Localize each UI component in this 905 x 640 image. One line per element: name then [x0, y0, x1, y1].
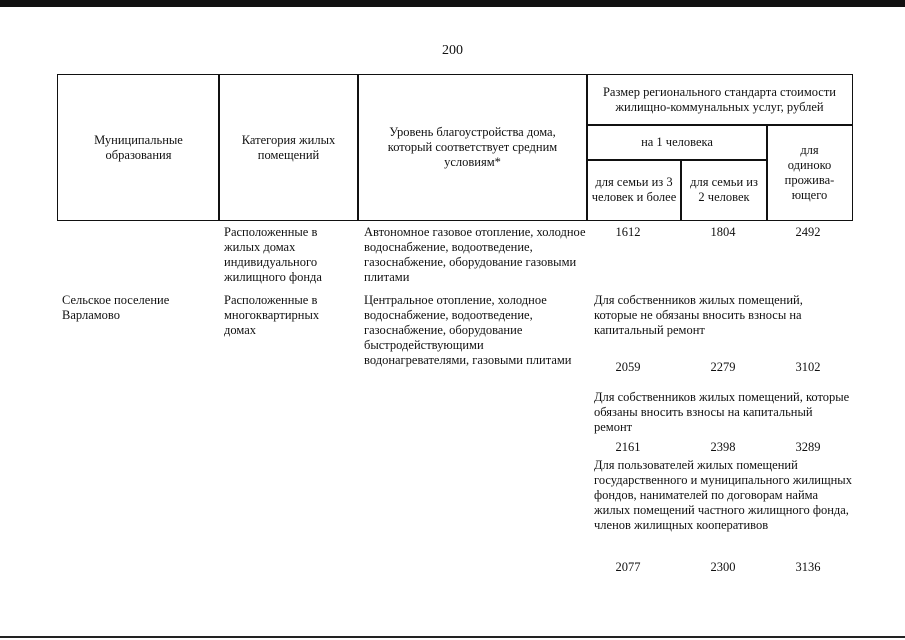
header-category-text: Категория жилых помещений [241, 132, 336, 162]
group3-value-family3: 2077 [615, 560, 641, 574]
header-cell-municipalities [57, 74, 220, 221]
row2-level: Центральное отопление, холодное водоснабжение, водоотведение, газоснабжение, оборудование быстродействующими водонагревателями, газовыми плитами [364, 293, 572, 367]
page-number: 200 [442, 43, 463, 58]
group1-value-family2: 2279 [710, 360, 736, 374]
row1-level: Автономное газовое отопление, холодное водоснабжение, водоотведение, газоснабжение, оборудование газовыми плитами [364, 225, 586, 284]
header-cell-family2 [680, 159, 768, 221]
header-cell-category [218, 74, 359, 221]
group2-value-single: 3289 [795, 440, 821, 454]
header-standard-text: Размер регионального стандарта стоимости жилищно-коммунальных услуг, рублей [602, 85, 836, 114]
group2-label: Для собственников жилых помещений, которые обязаны вносить взносы на капитальный ремонт [594, 390, 850, 434]
group1-label: Для собственников жилых помещений, которые не обязаны вносить взносы на капитальный ремонт [594, 293, 803, 337]
header-per-person-text: на 1 человека [641, 135, 713, 149]
municipality-name: Сельское поселение Варламово [62, 293, 170, 322]
group2-value-family2: 2398 [710, 440, 736, 454]
row1-value-family3: 1612 [615, 225, 641, 239]
row1-value-single: 2492 [795, 225, 821, 239]
header-municipalities-text: Муниципальные образования [94, 132, 183, 162]
group3-value-family2: 2300 [710, 560, 736, 574]
group1-value-single: 3102 [795, 360, 821, 374]
header-cell-per-person [586, 124, 768, 161]
header-cell-level [357, 74, 588, 221]
row1-value-family2: 1804 [710, 225, 736, 239]
group3-label: Для пользователей жилых помещений государственного и муниципального жилищных фондов, нанимателей по договорам найма жилых помещений частного жилищного фонда, членов жилищных кооперативов [594, 458, 852, 532]
header-family2-text: для семьи из 2 человек [690, 175, 758, 204]
header-cell-family3 [586, 159, 682, 221]
header-family3-text: для семьи из 3 человек и более [591, 175, 677, 204]
group1-value-family3: 2059 [615, 360, 641, 374]
bottom-border [0, 636, 905, 638]
group2-value-family3: 2161 [615, 440, 641, 454]
top-border [0, 0, 905, 7]
group3-value-single: 3136 [795, 560, 821, 574]
row2-category: Расположенные в многоквартирных домах [224, 293, 320, 337]
header-level-text: Уровень благоустройства дома, который соответствует средним условиям* [387, 125, 558, 169]
header-cell-single [766, 124, 853, 221]
row1-category: Расположенные в жилых домах индивидуального жилищного фонда [224, 225, 322, 284]
header-single-text: для одиноко прожива-ющего [784, 142, 835, 202]
header-cell-standard [586, 74, 853, 126]
